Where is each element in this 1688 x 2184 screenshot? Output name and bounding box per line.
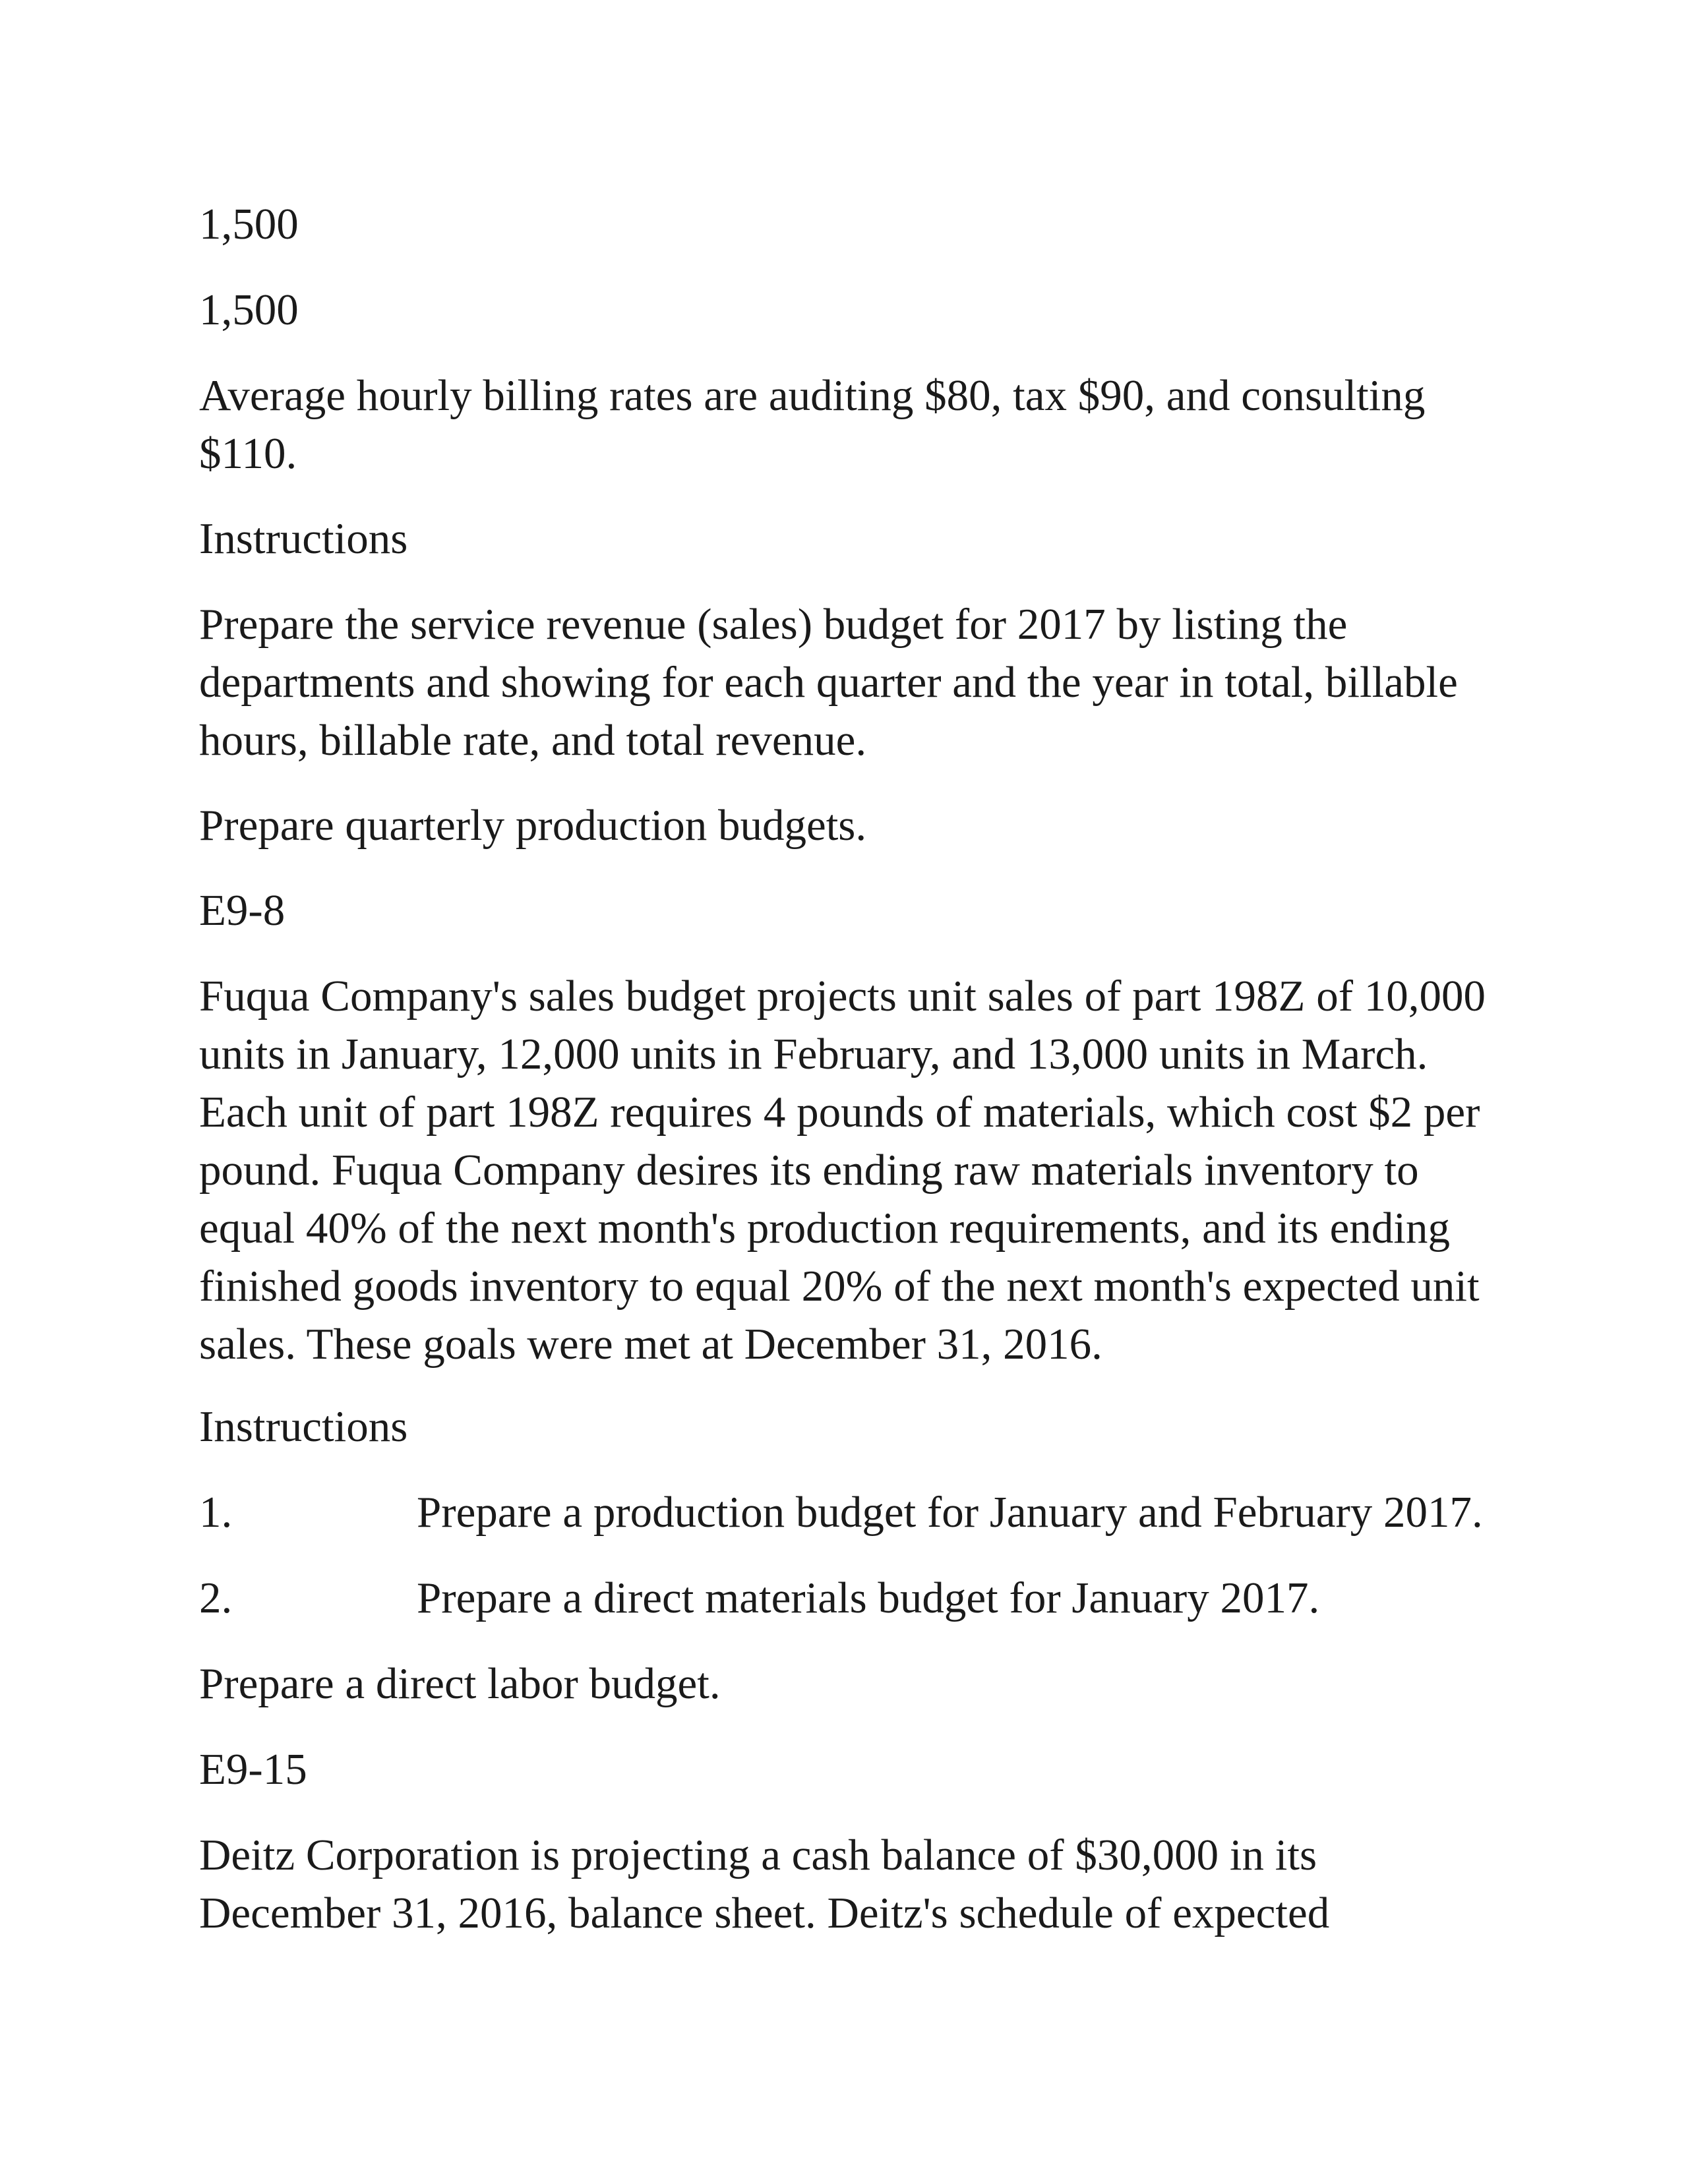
instructions-heading: Instructions (199, 1402, 408, 1451)
deitz-paragraph: Deitz Corporation is projecting a cash balance of $30,000 in its December 31, 2016, balance sheet. Deitz's schedule of expected (199, 1831, 1330, 1937)
value-line: 1,500 (199, 200, 299, 249)
exercise-heading: E9-8 (199, 886, 286, 935)
list-item-text: Prepare a direct materials budget for January 2017. (417, 1574, 1320, 1622)
direct-labor-line: Prepare a direct labor budget. (199, 1659, 721, 1708)
list-item-number: 1. (199, 1488, 233, 1537)
fuqua-paragraph: Fuqua Company's sales budget projects unit sales of part 198Z of 10,000 units in January, 12,000 units in February, and 13,000 units in March. Each unit of part 198Z requires 4 pounds of materials, which cost $2 per pound. Fuqua Company desires its ending raw materials inventory to equal 40% of the next month's production requirements, and its ending finished goods inventory to equal 20% of the next month's expected unit sales. These goals were met at December 31, 2016. (199, 972, 1486, 1369)
list-item-number: 2. (199, 1574, 233, 1622)
instructions-heading: Instructions (199, 514, 408, 563)
billing-rates-paragraph: Average hourly billing rates are auditing $80, tax $90, and consulting $110. (199, 371, 1426, 478)
list-item-text: Prepare a production budget for January and February 2017. (417, 1488, 1483, 1537)
value-line: 1,500 (199, 285, 299, 334)
exercise-heading: E9-15 (199, 1745, 307, 1794)
revenue-budget-instruction: Prepare the service revenue (sales) budget for 2017 by listing the departments and showing for each quarter and the year in total, billable hours, billable rate, and total revenue. (199, 600, 1458, 765)
production-budgets-line: Prepare quarterly production budgets. (199, 801, 867, 850)
